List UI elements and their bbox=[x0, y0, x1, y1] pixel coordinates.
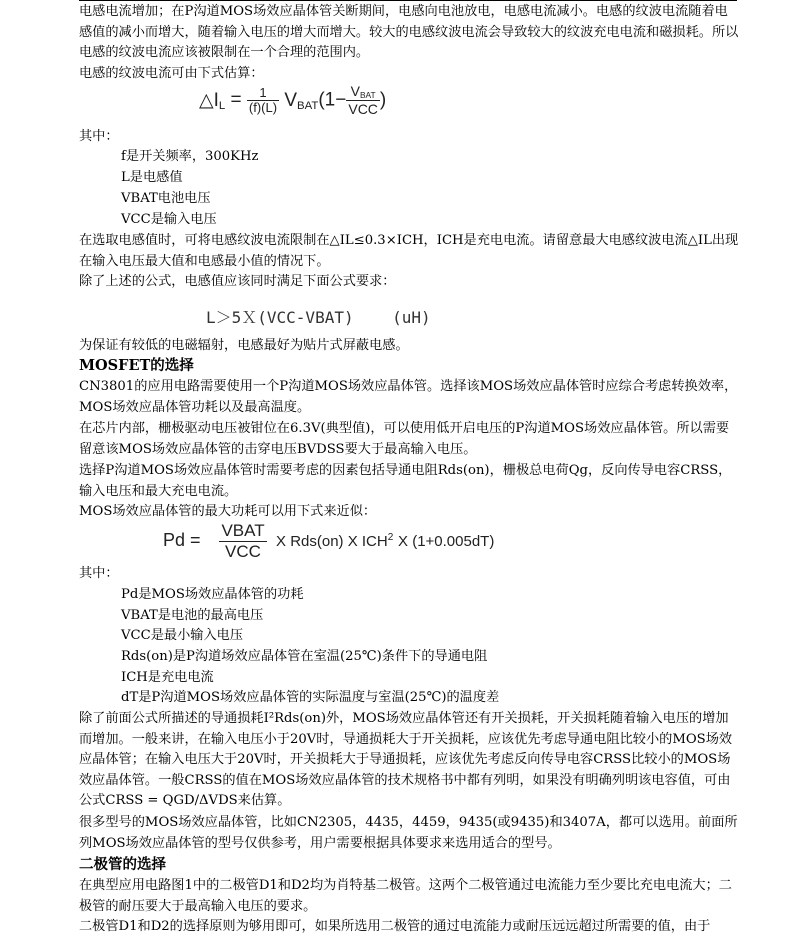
paragraph-inductor-selection: 在选取电感值时，可将电感纹波电流限制在△IL≤0.3×ICH，ICH是充电电流。请留意最大电感纹波电流△IL出现在输入电压最大值和电感最小值的情况下。 bbox=[79, 233, 739, 269]
list-item: VBAT电池电压 bbox=[121, 191, 211, 206]
list-item: VBAT是电池的最高电压 bbox=[121, 608, 264, 623]
list-item: Rds(on)是P沟道场效应晶体管在室温(25℃)条件下的导通电阻 bbox=[121, 649, 488, 664]
paragraph-mosfet-4: MOS场效应晶体管的最大功耗可以用下式来近似： bbox=[79, 504, 377, 519]
vbat-term: $V_{BAT}$ bbox=[284, 89, 319, 112]
paragraph-mosfet-3: 选择P沟道MOS场效应晶体管时需要考虑的因素包括导通电阻Rds(on)，栅极总电荷Qg，反向传导电容CRSS，输入电压和最大充电电流。 bbox=[79, 463, 732, 499]
list-item: VCC是最小输入电压 bbox=[121, 628, 244, 643]
delta-il: $\triangle I_L$ bbox=[199, 89, 226, 112]
paragraph-emi: 为保证有较低的电磁辐射，电感最好为贴片式屏蔽电感。 bbox=[79, 338, 409, 353]
ripple-current-formula: $\triangle I_L$ = $\frac{1}{(f)(L)}$ $V_{BAT}(1-$ $\frac{V_{BAT}}{\text{VCC}}$ ) bbox=[199, 83, 387, 118]
top-rule bbox=[79, 0, 737, 1]
paragraph-mosfet-2: 在芯片内部，栅极驱动电压被钳位在6.3V(典型值)，可以使用低开启电压的P沟道MOS场效应晶体管。所以需要留意该MOS场效应晶体管的击穿电压BVDSS要大于最高输入电压。 bbox=[79, 421, 730, 457]
list-item: Pd是MOS场效应晶体管的功耗 bbox=[121, 587, 304, 602]
fraction-1-over-fl: $\frac{1}{(f)(L)}$ bbox=[248, 84, 278, 115]
inductance-min-formula: L＞5Ｘ(VCC-VBAT) (uH) bbox=[206, 308, 431, 327]
paragraph-where-1: 其中： bbox=[79, 129, 119, 144]
fraction-vbat-over-vcc: $\frac{V_{BAT}}{\text{VCC}}$ bbox=[348, 83, 378, 118]
list-item: L是电感值 bbox=[121, 170, 183, 185]
paragraph-mosfet-1: CN3801的应用电路需要使用一个P沟道MOS场效应晶体管。选择该MOS场效应晶体管时应综合考虑转换效率，MOS场效应晶体管功耗以及最高温度。 bbox=[79, 379, 738, 415]
paragraph-mosfet-models: 很多型号的MOS场效应晶体管，比如CN2305，4435，4459，9435(或9435)和3407A，都可以选用。前面所列MOS场效应晶体管的型号仅供参考，用户需要根据具体要求来选用适合的型号。 bbox=[79, 815, 738, 851]
paragraph-diode-1: 在典型应用电路图1中的二极管D1和D2均为肖特基二极管。这两个二极管通过电流能力至少要比充电电流大；二极管的耐压要大于最高输入电压的要求。 bbox=[79, 878, 732, 914]
paragraph-diode-2: 二极管D1和D2的选择原则为够用即可，如果所选用二极管的通过电流能力或耐压远远超过所需要的值，由于 bbox=[79, 919, 711, 934]
paragraph-additional-requirement: 除了上述的公式，电感值应该同时满足下面公式要求： bbox=[79, 274, 396, 289]
list-item: VCC是输入电压 bbox=[121, 212, 217, 227]
power-dissipation-formula: Pd = $\frac{\text{VBAT}}{\text{VCC}}$ X Rds(on) X ICH$^2$ X (1+0.005dT) bbox=[163, 521, 495, 561]
paragraph-switching-loss: 除了前面公式所描述的导通损耗I²Rds(on)外，MOS场效应晶体管还有开关损耗，开关损耗随着输入电压的增加而增加。一般来讲，在输入电压小于20V时，导通损耗大于开关损耗，应该优先考虑导通电阻比较小的MOS场效应晶体管；在输入电压大于20V时，开关损耗大于导通损耗，应该优先考虑反向传导电容CRSS比较小的MOS场效应晶体管。一般CRSS的值在MOS场效应晶体管的技术规格书中都有列明，如果没有明确列明该电容值，可由公式CRSS = QGD/ΔVDS来估算。 bbox=[79, 711, 733, 808]
fraction-vbat-over-vcc: $\frac{\text{VBAT}}{\text{VCC}}$ bbox=[221, 521, 265, 561]
list-item: f是开关频率，300KHz bbox=[121, 149, 259, 164]
paragraph-where-2: 其中： bbox=[79, 566, 119, 581]
heading-diode-selection: 二极管的选择 bbox=[79, 856, 166, 873]
paragraph-ripple-estimate: 电感的纹波电流可由下式估算： bbox=[79, 66, 264, 81]
paragraph-inductor-ripple: 电感电流增加；在P沟道MOS场效应晶体管关断期间，电感向电池放电，电感电流减小。电感的纹波电流随着电感值的减小而增大，随着输入电压的增大而增大。较大的电感纹波电流会导致较大的纹波充电电流和磁损耗。所以电感的纹波电流应该被限制在一个合理的范围内。 bbox=[79, 4, 739, 60]
list-item: dT是P沟道MOS场效应晶体管的实际温度与室温(25℃)的温度差 bbox=[121, 690, 500, 705]
list-item: ICH是充电电流 bbox=[121, 670, 214, 685]
heading-mosfet-selection: MOSFET的选择 bbox=[79, 357, 194, 374]
